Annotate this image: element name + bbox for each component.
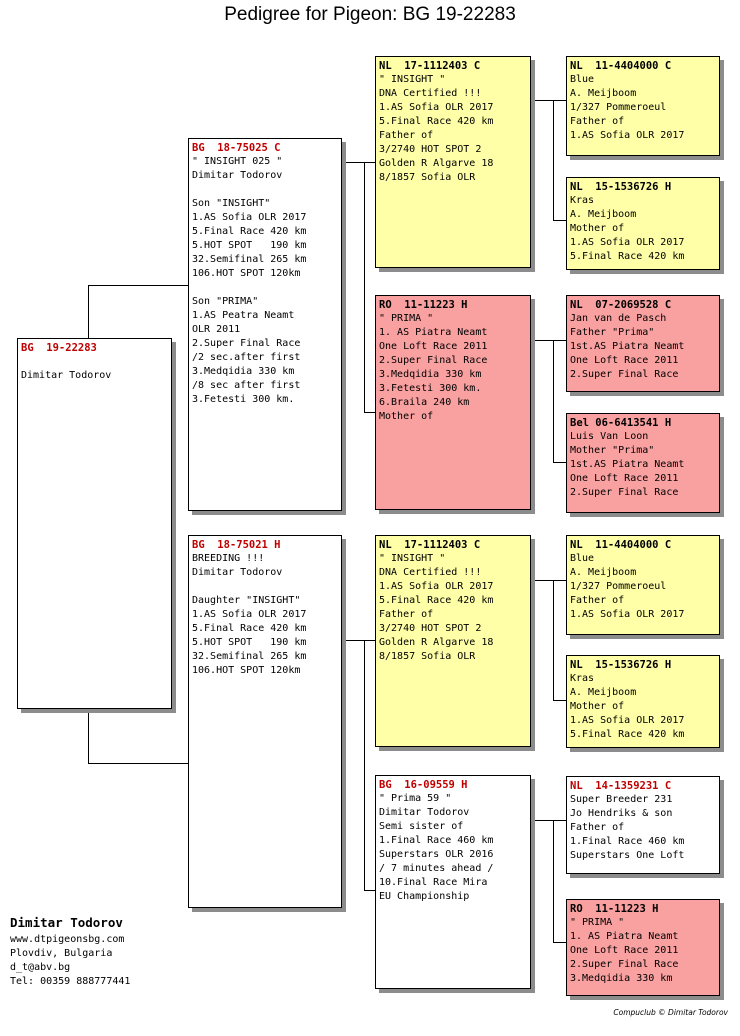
pigeon-card-dam-dam-sire[interactable]: NL 14-1359231 C Super Breeder 231 Jo Hendriks & son Father of 1.Final Race 460 km Superstars One Loft (566, 776, 720, 874)
breeder-name: Dimitar Todorov (21, 370, 112, 381)
ring-number: BG 18-75021 H (192, 539, 281, 551)
page-title: Pedigree for Pigeon: BG 19-22283 (224, 4, 516, 25)
owner-email[interactable]: d_t@abv.bg (10, 962, 71, 973)
pigeon-card-dam-sire-sire[interactable]: NL 11-4404000 C Blue A. Meijboom 1/327 Pommeroeul Father of 1.AS Sofia OLR 2017 (566, 535, 720, 635)
ring-number: NL 07-2069528 C (570, 299, 672, 311)
owner-name: Dimitar Todorov (10, 915, 123, 930)
ring-number: RO 11-11223 H (379, 299, 468, 311)
connector-line (530, 340, 567, 341)
connector-line (530, 580, 567, 581)
ring-number: BG 16-09559 H (379, 779, 468, 791)
ring-number: NL 17-1112403 C (379, 60, 481, 72)
connector-line (364, 162, 365, 412)
connector-line (364, 640, 365, 890)
pigeon-card-sire[interactable]: BG 18-75025 C " INSIGHT 025 " Dimitar Todorov Son "INSIGHT" 1.AS Sofia OLR 2017 5.Final Race 420 km 5.HOT SPOT 190 km 32.Semifinal 265 km 106.HOT SPOT 120km Son "PRIMA" 1.AS Peatra Neamt OLR 2011 2.Super Final Race /2 sec.after first 3.Medqidia 330 km /8 sec after first 3.Fetesti 300 km. (188, 138, 342, 511)
owner-phone: Tel: 00359 888777441 (10, 976, 131, 987)
connector-line (341, 162, 376, 163)
owner-info (10, 913, 130, 989)
ring-number: NL 15-1536726 H (570, 181, 672, 193)
pigeon-card-subject[interactable] (17, 338, 172, 709)
connector-line (341, 640, 376, 641)
ring-number: NL 14-1359231 C (570, 780, 672, 792)
ring-number: BG 19-22283 (21, 342, 97, 354)
pigeon-card-dam-sire-dam[interactable]: NL 15-1536726 H Kras A. Meijboom Mother of 1.AS Sofia OLR 2017 5.Final Race 420 km (566, 655, 720, 748)
ring-number: BG 18-75025 C (192, 142, 281, 154)
pigeon-card-sire-sire-dam[interactable]: NL 15-1536726 H Kras A. Meijboom Mother of 1.AS Sofia OLR 2017 5.Final Race 420 km (566, 177, 720, 270)
connector-line (553, 340, 554, 462)
ring-number: RO 11-11223 H (570, 903, 659, 915)
connector-line (88, 285, 189, 286)
connector-line (88, 285, 89, 340)
pigeon-card-sire-dam[interactable]: RO 11-11223 H " PRIMA " 1. AS Piatra Neamt One Loft Race 2011 2.Super Final Race 3.Medqidia 330 km 3.Fetesti 300 km. 6.Braila 240 km Mother of (375, 295, 531, 510)
connector-line (553, 100, 554, 220)
ring-number: NL 17-1112403 C (379, 539, 481, 551)
ring-number: NL 11-4404000 C (570, 60, 672, 72)
connector-line (553, 942, 567, 943)
connector-line (553, 220, 567, 221)
connector-line (553, 580, 554, 700)
pigeon-card-dam-dam-dam[interactable]: RO 11-11223 H " PRIMA " 1. AS Piatra Neamt One Loft Race 2011 2.Super Final Race 3.Medqidia 330 km (566, 899, 720, 996)
pigeon-card-sire-dam-sire[interactable]: NL 07-2069528 C Jan van de Pasch Father "Prima" 1st.AS Piatra Neamt One Loft Race 2011 2.Super Final Race (566, 295, 720, 392)
owner-website[interactable]: www.dtpigeonsbg.com (10, 934, 125, 945)
ring-number: NL 15-1536726 H (570, 659, 672, 671)
ring-number: Bel 06-6413541 H (570, 417, 672, 429)
pigeon-card-sire-sire-sire[interactable]: NL 11-4404000 C Blue A. Meijboom 1/327 Pommeroeul Father of 1.AS Sofia OLR 2017 (566, 56, 720, 156)
pigeon-card-sire-dam-dam[interactable]: Bel 06-6413541 H Luis Van Loon Mother "Prima" 1st.AS Piatra Neamt One Loft Race 2011 2.Super Final Race (566, 413, 720, 513)
connector-line (553, 462, 567, 463)
connector-line (530, 100, 567, 101)
credit-text: Compuclub © Dimitar Todorov (613, 1008, 728, 1017)
ring-number: NL 11-4404000 C (570, 539, 672, 551)
pigeon-card-dam-dam[interactable]: BG 16-09559 H " Prima 59 " Dimitar Todorov Semi sister of 1.Final Race 460 km Superstars OLR 2016 / 7 minutes ahead / 10.Final Race Mira EU Championship (375, 775, 531, 989)
owner-location: Plovdiv, Bulgaria (10, 948, 113, 959)
pigeon-card-dam[interactable]: BG 18-75021 H BREEDING !!! Dimitar Todorov Daughter "INSIGHT" 1.AS Sofia OLR 2017 5.Final Race 420 km 5.HOT SPOT 190 km 32.Semifinal 265 km 106.HOT SPOT 120km (188, 535, 342, 908)
pigeon-card-dam-sire[interactable]: NL 17-1112403 C " INSIGHT " DNA Certified !!! 1.AS Sofia OLR 2017 5.Final Race 420 km Father of 3/2740 HOT SPOT 2 Golden R Algarve 18 8/1857 Sofia OLR (375, 535, 531, 747)
connector-line (88, 708, 89, 763)
connector-line (553, 700, 567, 701)
connector-line (88, 763, 189, 764)
pigeon-card-sire-sire[interactable]: NL 17-1112403 C " INSIGHT " DNA Certified !!! 1.AS Sofia OLR 2017 5.Final Race 420 km Father of 3/2740 HOT SPOT 2 Golden R Algarve 18 8/1857 Sofia OLR (375, 56, 531, 268)
connector-line (530, 820, 567, 821)
connector-line (553, 820, 554, 942)
